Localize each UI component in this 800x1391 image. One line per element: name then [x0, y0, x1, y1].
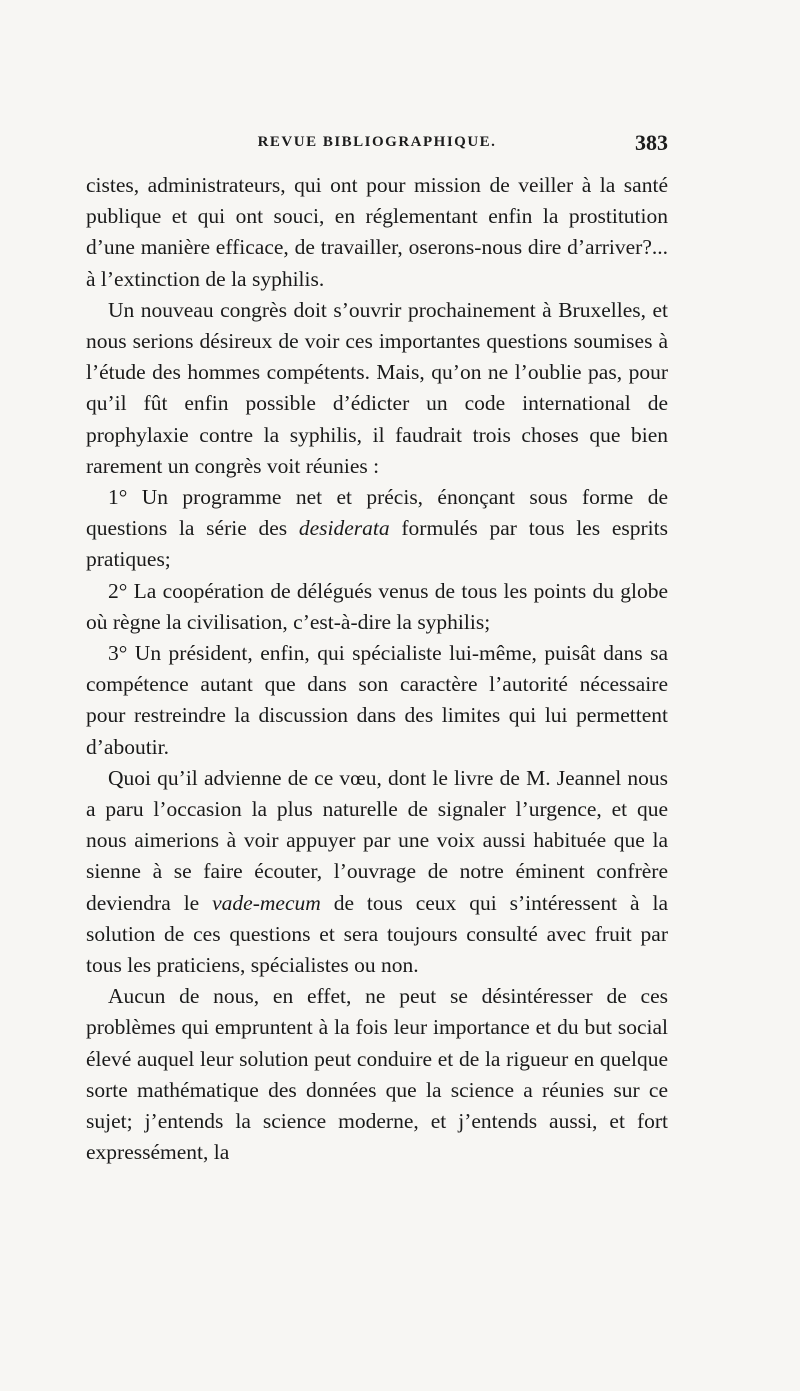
list-item-cooperation: 2° La coopération de délégués venus de tous les points du globe où règne la civilisation, c’est-à-dire la syphilis;: [86, 578, 668, 634]
paragraph-aucun: Aucun de nous, en effet, ne peut se désintéresser de ces problèmes qui empruntent à la fois leur importance et du but social élevé auquel leur solution peut conduire et de la rigueur en quelque sorte mathématique des données que la science a réunies sur ce sujet; j’entends la science moderne, et j’entends aussi, et fort expressément, la: [86, 984, 668, 1165]
body-text: [86, 170, 668, 1169]
running-title: REVUE BIBLIOGRAPHIQUE.: [257, 134, 497, 150]
page-number: 383: [635, 130, 668, 155]
list-item-president: 3° Un président, enfin, qui spécialiste lui-même, puisât dans sa compétence autant que dans son caractère l’autorité nécessaire pour restreindre la discussion dans des limites qui lui permettent d’aboutir.: [86, 641, 668, 759]
list-item-programme: 1° Un programme net et précis, énonçant sous forme de questions la série des desiderata formulés par tous les esprits pratiques;: [86, 485, 668, 572]
paragraph-voeu: Quoi qu’il advienne de ce vœu, dont le livre de M. Jeannel nous a paru l’occasion la plus naturelle de signaler l’urgence, et que nous aimerions à voir appuyer par une voix aussi habituée que la sienne à se faire écouter, l’ouvrage de notre éminent confrère deviendra le vade-mecum de tous ceux qui s’intéressent à la solution de ces questions et sera toujours consulté avec fruit par tous les praticiens, spécialistes ou non.: [86, 765, 668, 978]
paragraph-congress: Un nouveau congrès doit s’ouvrir prochainement à Bruxelles, et nous serions désireux de voir ces importantes questions soumises à l’étude des hommes compétents. Mais, qu’on ne l’oublie pas, pour qu’il fût enfin possible d’édicter un code international de prophylaxie contre la syphilis, il faudrait trois choses que bien rarement un congrès voit réunies :: [86, 297, 668, 478]
paragraph-continuation: cistes, administrateurs, qui ont pour mission de veiller à la santé publique et qui ont souci, en réglementant enfin la prostitution d’une manière efficace, de travailler, oserons-nous dire d’arriver?... à l’extinction de la syphilis.: [86, 173, 668, 291]
italic-vade-mecum: vade-mecum: [212, 890, 321, 915]
italic-desiderata: desiderata: [298, 516, 390, 541]
running-head: [86, 130, 668, 160]
